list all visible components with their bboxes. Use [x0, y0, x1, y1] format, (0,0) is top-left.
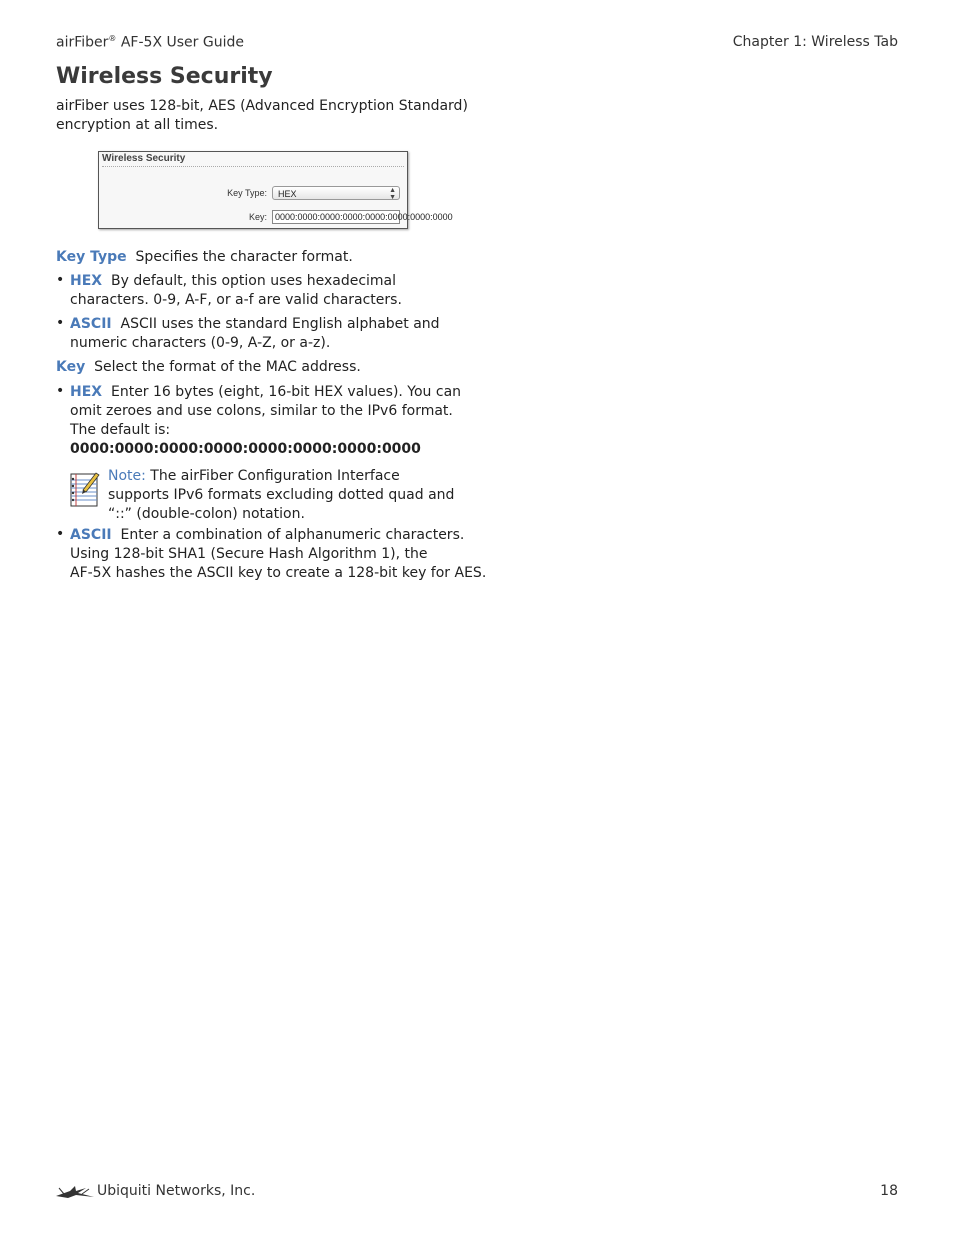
ubiquiti-logo-icon [56, 1186, 94, 1198]
bullet: • [56, 272, 65, 288]
key-hex-item: HEX Enter 16 bytes (eight, 16-bit HEX values). You can omit zeroes and use colons, similar to the IPv6 format. The default is: 0000:0000:0000:0000:0000:0000:0000:0000 [70, 384, 462, 457]
key-label: Key: [248, 212, 267, 222]
footer-company: Ubiquiti Networks, Inc. [97, 1183, 256, 1199]
panel-divider [102, 166, 404, 167]
key-ascii-item: ASCII Enter a combination of alphanumeric characters. Using 128-bit SHA1 (Secure Hash Algorithm 1), the AF-5X hashes the ASCII key to create a 128-bit key for AES. [70, 527, 487, 581]
bullet: • [56, 526, 65, 542]
header-chapter: Chapter 1: Wireless Tab [732, 34, 898, 50]
bullet: • [56, 315, 65, 331]
intro-paragraph: airFiber uses 128-bit, AES (Advanced Encryption Standard) encryption at all times. [56, 98, 468, 133]
key-input[interactable]: 0000:0000:0000:0000:0000:0000:0000:0000 [272, 210, 400, 224]
page-number: 18 [880, 1183, 898, 1199]
wireless-security-panel [98, 151, 453, 229]
panel-title: Wireless Security [102, 153, 186, 164]
key-type-hex-item: HEX By default, this option uses hexadecimal characters. 0-9, A-F, or a-f are valid characters. [70, 273, 402, 308]
header-guide-title: airFiber® AF-5X User Guide [56, 34, 244, 51]
key-type-select[interactable]: HEX ▲ ▼ [272, 186, 400, 200]
key-type-ascii-item: ASCII ASCII uses the standard English alphabet and numeric characters (0-9, A-Z, or a-z). [70, 316, 440, 351]
default-key-value: 0000:0000:0000:0000:0000:0000:0000:0000 [70, 441, 421, 457]
select-arrows-icon: ▲ ▼ [389, 187, 396, 201]
key-heading: Key Select the format of the MAC address. [56, 359, 361, 375]
page-title: Wireless Security [56, 64, 273, 89]
notepad-pencil-icon [69, 470, 101, 508]
key-type-heading: Key Type Specifies the character format. [56, 249, 353, 265]
bullet: • [56, 383, 65, 399]
note-text: Note: The airFiber Configuration Interface supports IPv6 formats excluding dotted quad and “::” (double-colon) notation. [108, 468, 455, 522]
key-type-label: Key Type: [227, 188, 267, 198]
